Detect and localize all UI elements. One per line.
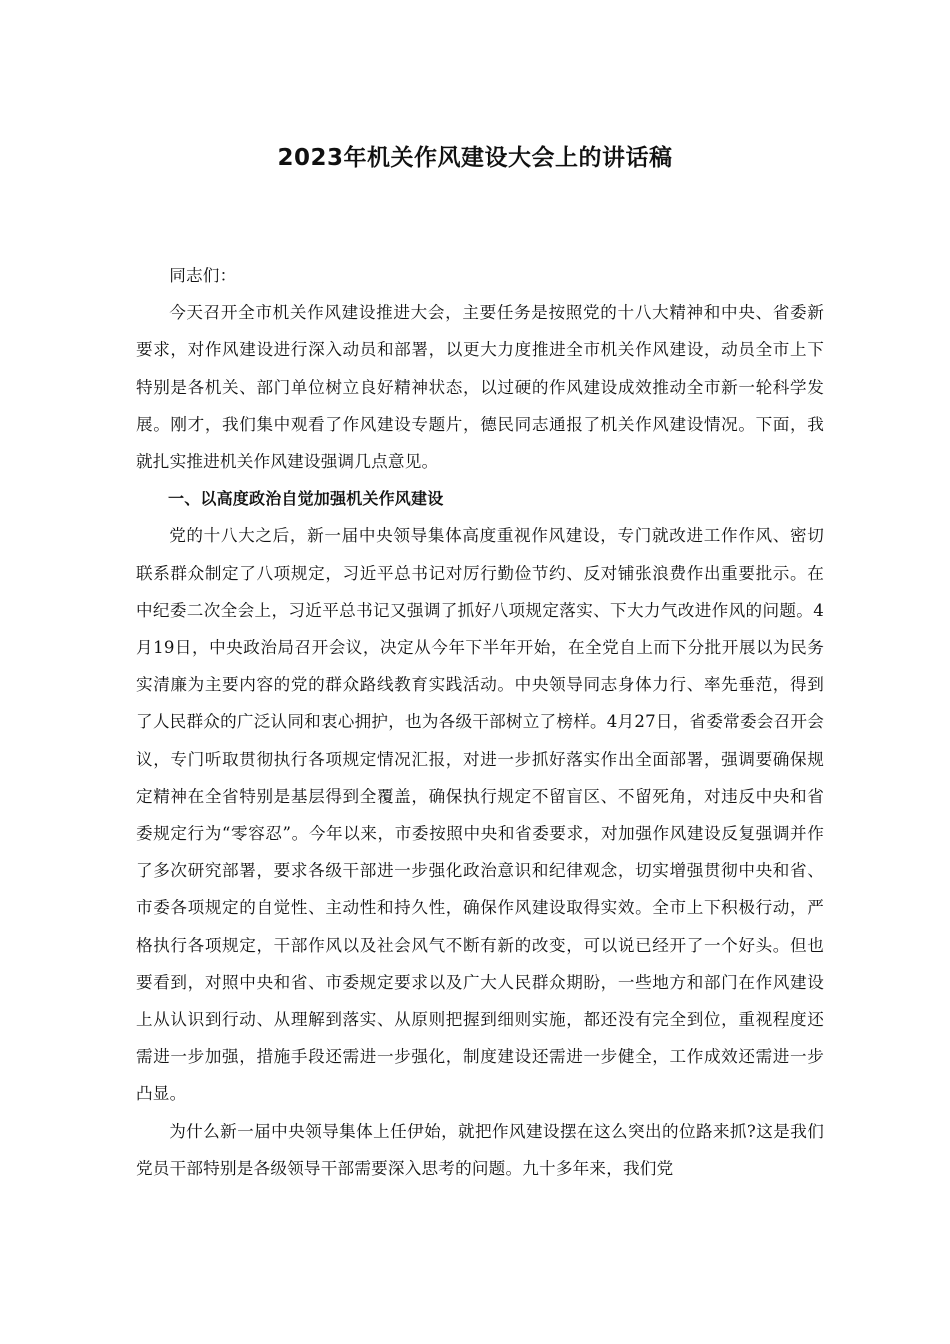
- salutation: 同志们：: [169, 266, 237, 285]
- paragraph-section-one: 党的十八大之后，新一届中央领导集体高度重视作风建设，专门就改进工作作风、密切联系群众制定了八项规定，习近平总书记对厉行勤俭节约、反对铺张浪费作出重要批示。在中纪委二次全会上，习近平总书记又强调了抓好八项规定落实、下大力气改进作风的问题。4月19日，中央政治局召开会议，决定从今年下半年开始，在全党自上而下分批开展以为民务实清廉为主要内容的党的群众路线教育实践活动。中央领导同志身体力行、率先垂范，得到了人民群众的广泛认同和衷心拥护，也为各级干部树立了榜样。4月27日，省委常委会召开会议，专门听取贯彻执行各项规定情况汇报，对进一步抓好落实作出全面部署，强调要确保规定精神在全省特别是基层得到全覆盖，确保执行规定不留盲区、不留死角，对违反中央和省委规定行为“零容忍”。今年以来，市委按照中央和省委要求，对加强作风建设反复强调并作了多次研究部署，要求各级干部进一步强化政治意识和纪律观念，切实增强贯彻中央和省、市委各项规定的自觉性、主动性和持久性，确保作风建设取得实效。全市上下积极行动，严格执行各项规定，干部作风以及社会风气不断有新的改变，可以说已经开了一个好头。但也要看到，对照中央和省、市委规定要求以及广大人民群众期盼，一些地方和部门在作风建设上从认识到行动、从理解到落实、从原则把握到细则实施，都还没有完全到位，重视程度还需进一步加强，措施手段还需进一步强化，制度建设还需进一步健全，工作成效还需进一步凸显。: [136, 526, 824, 1104]
- paragraph-intro: 今天召开全市机关作风建设推进大会，主要任务是按照党的十八大精神和中央、省委新要求，对作风建设进行深入动员和部署，以更大力度推进全市机关作风建设，动员全市上下特别是各机关、部门单位树立良好精神状态，以过硬的作风建设成效推动全市新一轮科学发展。刚才，我们集中观看了作风建设专题片，德民同志通报了机关作风建设情况。下面，我就扎实推进机关作风建设强调几点意见。: [136, 303, 824, 472]
- paragraph-question: 为什么新一届中央领导集体上任伊始，就把作风建设摆在这么突出的位路来抓?这是我们党员干部特别是各级领导干部需要深入思考的问题。九十多年来，我们党: [136, 1121, 824, 1178]
- document-title: 2023年机关作风建设大会上的讲话稿: [277, 145, 673, 171]
- document-body: [136, 257, 824, 1187]
- section-heading: 一、以高度政治自觉加强机关作风建设: [168, 489, 444, 509]
